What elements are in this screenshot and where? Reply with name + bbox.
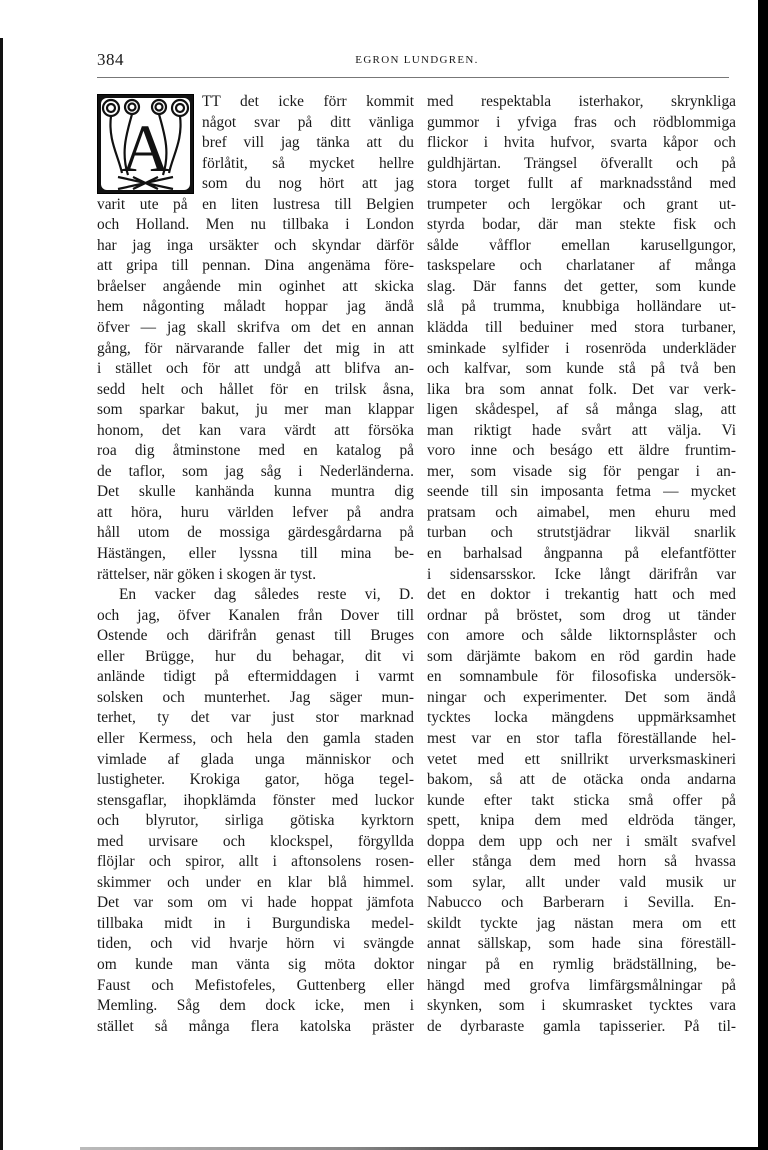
text-line: Faust och Mefistofeles, Guttenberg eller bbox=[97, 976, 414, 994]
text-line: bref vill jag tänka att du bbox=[202, 134, 414, 152]
text-line: gummor i yfviga fras och rödblommiga bbox=[427, 113, 736, 131]
text-line: lika bra som annat folk. Det var verk- bbox=[427, 380, 736, 398]
text-line: pratsam och aimabel, men ehuru med bbox=[427, 503, 736, 521]
text-line: hem någonting måladt hoppar jag ändå bbox=[97, 298, 414, 316]
text-line: annat sällskap, som hade sina föreställ- bbox=[427, 935, 736, 953]
text-line: con amore och sålde liktornsplåster och bbox=[427, 627, 736, 645]
left-text-column bbox=[97, 92, 414, 1037]
text-line: Nabucco och Barberarn i Sevilla. En- bbox=[427, 894, 736, 912]
text-line: flöjlar och spiror, allt i aftonsolens rosen- bbox=[97, 853, 414, 871]
text-line: sedd helt och hållet för en trilsk åsna, bbox=[97, 380, 414, 398]
text-line: bakom, så att de otäcka onda andarna bbox=[427, 771, 736, 789]
text-line: som därjämte bakom en röd gardin hade bbox=[427, 647, 736, 665]
text-line: slå på trumma, knubbiga holländare ut- bbox=[427, 298, 736, 316]
text-line: och kalfvar, som kunde stå på två ben bbox=[427, 360, 736, 378]
text-line: tycktes locka mängdens uppmärksamhet bbox=[427, 709, 736, 727]
text-line: något svar på ditt vänliga bbox=[202, 113, 414, 131]
text-line: man riktigt hade svårt att välja. Vi bbox=[427, 421, 736, 439]
text-line: guldhjärtan. Trängsel öfverallt och på bbox=[427, 154, 736, 172]
text-line: med respektabla isterhakor, skrynkliga bbox=[427, 93, 736, 110]
text-line: turban och strutstjädrar likväl snarlik bbox=[427, 524, 736, 542]
text-line: har jag inga ursäkter och skyndar därför bbox=[97, 236, 414, 254]
text-line: mer, som visade sig för pengar i an- bbox=[427, 462, 736, 480]
text-line: de dyrbaraste gamla tapisserier. På til- bbox=[427, 1017, 736, 1035]
text-line: ligen skådespel, af så många slag, att bbox=[427, 401, 736, 419]
text-line: som sparkar bakut, ju mer man klappar bbox=[97, 401, 414, 419]
text-line: ningar på en rymlig brädställning, be- bbox=[427, 955, 736, 973]
text-line: med urvisare och klockspel, förgyllda bbox=[97, 832, 414, 850]
text-line: voro inne och beságo ett äldre fruntim- bbox=[427, 442, 736, 460]
text-line: solsken och munterhet. Jag säger mun- bbox=[97, 688, 414, 706]
text-line: eller stånga dem med horn så hvassa bbox=[427, 853, 736, 871]
text-line: och jag, öfver Kanalen från Dover till bbox=[97, 606, 414, 624]
text-line: tillbaka midt in i Burgundiska medel- bbox=[97, 914, 414, 932]
text-line: taskspelare och charlataner af många bbox=[427, 257, 736, 275]
scan-right-edge bbox=[758, 0, 768, 1150]
text-line: gång, för närvarande faller det mig in att bbox=[97, 339, 414, 357]
page-number: 384 bbox=[97, 50, 124, 69]
text-line: kunde efter takt sticka små offer på bbox=[427, 791, 736, 809]
text-line: eller Kermess, och hela den gamla staden bbox=[97, 729, 414, 747]
text-line: styrda bodar, där man stekte fisk och bbox=[427, 216, 736, 234]
text-line: bråelser angående min oginhet att skicka bbox=[97, 277, 414, 295]
text-line: lustigheter. Krokiga gator, höga tegel- bbox=[97, 771, 414, 789]
text-line: stora torget fullt af marknadsstånd med bbox=[427, 175, 736, 193]
text-line: förlåtit, så mycket hellre bbox=[202, 154, 414, 172]
text-line: skimmer och under en klar blå himmel. bbox=[97, 873, 414, 891]
text-line: mest var en stor tafla föreställande hel- bbox=[427, 729, 736, 747]
text-line: trumpeter och lergökar och grant ut- bbox=[427, 195, 736, 213]
text-line: att gripa till pennan. Dina angenäma före- bbox=[97, 257, 414, 275]
text-line: varit ute på en liten lustresa till Belgien bbox=[97, 195, 414, 213]
text-line: flickor i hvita hufvor, svarta kåpor och bbox=[427, 134, 736, 152]
text-line: stället så många flera katolska präster bbox=[97, 1017, 414, 1035]
svg-text:A: A bbox=[120, 110, 171, 186]
text-line: vimlade af glada unga människor och bbox=[97, 750, 414, 768]
text-line: Det skulle kanhända kunna muntra dig bbox=[97, 483, 414, 501]
page-header bbox=[97, 50, 737, 74]
text-line: hängd med grofva limfärgsmålningar på bbox=[427, 976, 736, 994]
running-head: EGRON LUNDGREN. bbox=[355, 54, 479, 66]
text-line: En vacker dag således reste vi, D. bbox=[119, 586, 414, 604]
text-line: som sylar, allt under vald musik ur bbox=[427, 873, 736, 891]
text-line: Memling. Såg dem dock icke, men i bbox=[97, 997, 414, 1015]
text-line: i sidensarsskor. Icke långt därifrån var bbox=[427, 565, 736, 583]
text-line: honom, det kan vara värdt att försöka bbox=[97, 421, 414, 439]
text-line: en somnambule för filosofiska undersök- bbox=[427, 668, 736, 686]
text-line: och blyrutor, sirliga götiska kyrktorn bbox=[97, 812, 414, 830]
text-line: att höra, huru världen lefver på andra bbox=[97, 503, 414, 521]
text-line: sålde våfflor emellan karusellgungor, bbox=[427, 236, 736, 254]
text-line: öfver — jag skall skrifva om det en annan bbox=[97, 319, 414, 337]
text-line: en barhalsad ångpanna på elefantfötter bbox=[427, 545, 736, 563]
text-line: om kunde man vänta sig möta doktor bbox=[97, 955, 414, 973]
scan-left-edge bbox=[0, 38, 3, 1150]
text-line: sminkade sylfider i rosenröda underkläder bbox=[427, 339, 736, 357]
text-line: seende till sin imposanta fetma — mycket bbox=[427, 483, 736, 501]
text-line: tiden, och vid hvarje hörn vi svängde bbox=[97, 935, 414, 953]
text-line: Hästängen, eller lyssna till mina be- bbox=[97, 545, 414, 563]
text-line: skildt tyckte jag nästan mera om ett bbox=[427, 914, 736, 932]
text-line: i stället och för att undgå att blifva an- bbox=[97, 360, 414, 378]
text-line: vetet med ett snillrikt urverksmaskineri bbox=[427, 750, 736, 768]
text-line: roa dig åtminstone med en katalog på bbox=[97, 442, 414, 460]
text-line: terhet, ty det var just stor marknad bbox=[97, 709, 414, 727]
text-line: rättelser, när göken i skogen är tyst. bbox=[97, 565, 317, 583]
text-line: eller Brügge, hur du behagar, dit vi bbox=[97, 647, 414, 665]
text-line: som du nog hört att jag bbox=[202, 175, 414, 193]
text-line: klädda till beduiner med stora turbaner, bbox=[427, 319, 736, 337]
text-line: stensgaflar, ihopklämda fönster med luckor bbox=[97, 791, 414, 809]
text-line: Det var som om vi hade hoppat jämfota bbox=[97, 894, 414, 912]
right-text-column bbox=[427, 92, 736, 1037]
text-line: skynken, som i skumrasket tycktes vara bbox=[427, 997, 736, 1015]
text-line: ordnar på bröstet, som drog ut tänder bbox=[427, 606, 736, 624]
text-line: det en doktor i trekantig hatt och med bbox=[427, 586, 736, 604]
text-line: de taflor, som jag såg i Nederländerna. bbox=[97, 462, 414, 480]
text-line: TT det icke förr kommit bbox=[202, 93, 414, 110]
text-line: slag. Där fanns det getter, som kunde bbox=[427, 277, 736, 295]
text-line: Ostende och därifrån genast till Bruges bbox=[97, 627, 414, 645]
text-line: anlände tidigt på eftermiddagen i varmt bbox=[97, 668, 414, 686]
text-line: doppa dem upp och ner i smält svafvel bbox=[427, 832, 736, 850]
text-line: och Holland. Men nu tillbaka i London bbox=[97, 216, 414, 234]
header-rule bbox=[97, 77, 729, 78]
text-line: ningar och experimenter. Det som ändå bbox=[427, 688, 736, 706]
text-line: spett, knipa dem med eldröda tänger, bbox=[427, 812, 736, 830]
text-line: håll utom de mossiga gärdesgårdarna på bbox=[97, 524, 414, 542]
